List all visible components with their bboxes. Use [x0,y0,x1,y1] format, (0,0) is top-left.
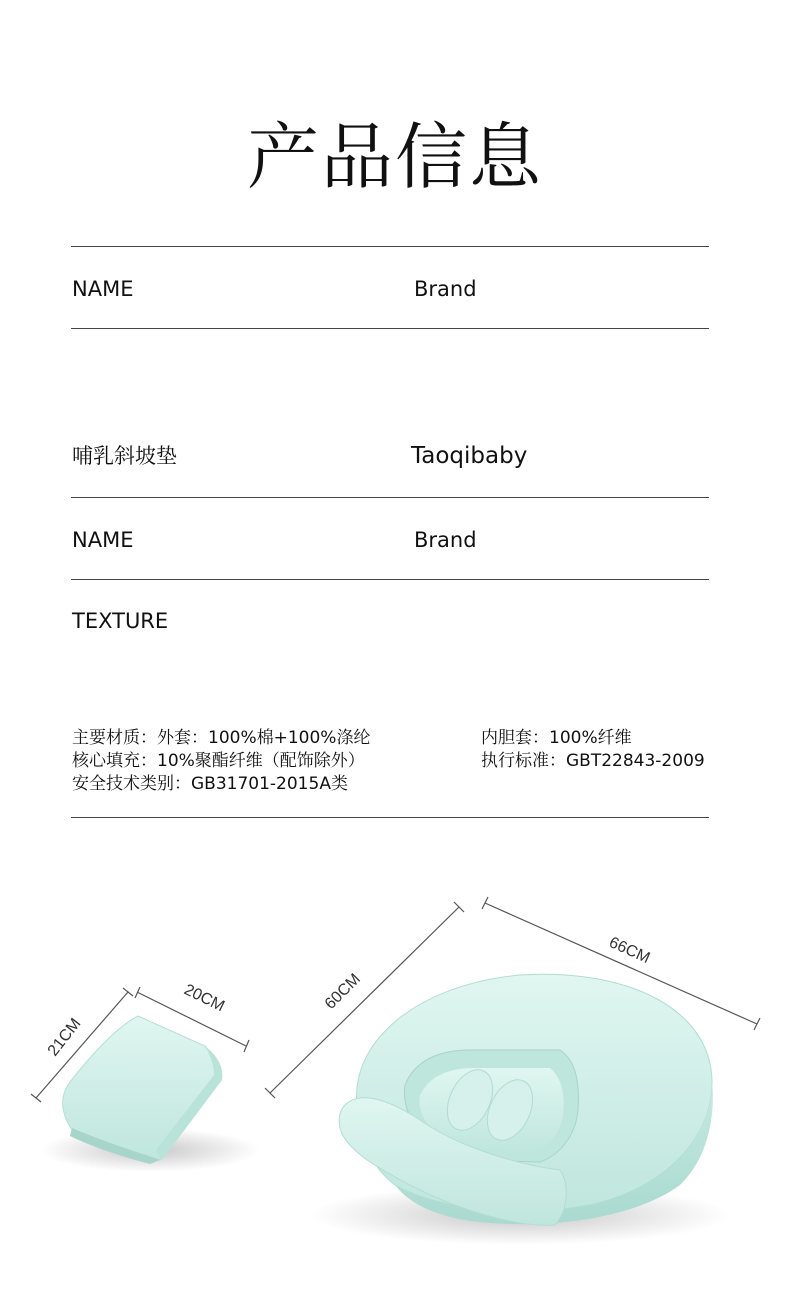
dimension-label: 60CM [321,970,365,1013]
spec-line: 内胆套：100%纤维 [481,728,632,748]
spec-line: 核心填充：10%聚酯纤维（配饰除外） [72,751,365,771]
brand-label: Brand [414,277,477,301]
dimension-label: 21CM [44,1015,85,1060]
texture-label: TEXTURE [72,609,169,633]
dimension-label: 20CM [181,981,228,1016]
spec-line: 主要材质：外套：100%棉+100%涤纶 [72,728,371,748]
name-label: NAME [72,277,134,301]
spec-line: 执行标准：GBT22843-2009 [481,751,705,771]
nursing-pillow [310,974,730,1245]
brand-label-2: Brand [414,528,477,552]
dimension-label: 66CM [606,934,653,968]
spec-line: 安全技术类别：GB31701-2015A类 [72,774,348,794]
page-title: 产品信息 [246,115,543,199]
product-name-value: 哺乳斜坡垫 [72,444,177,468]
brand-value: Taoqibaby [411,443,528,469]
name-label-2: NAME [72,528,134,552]
